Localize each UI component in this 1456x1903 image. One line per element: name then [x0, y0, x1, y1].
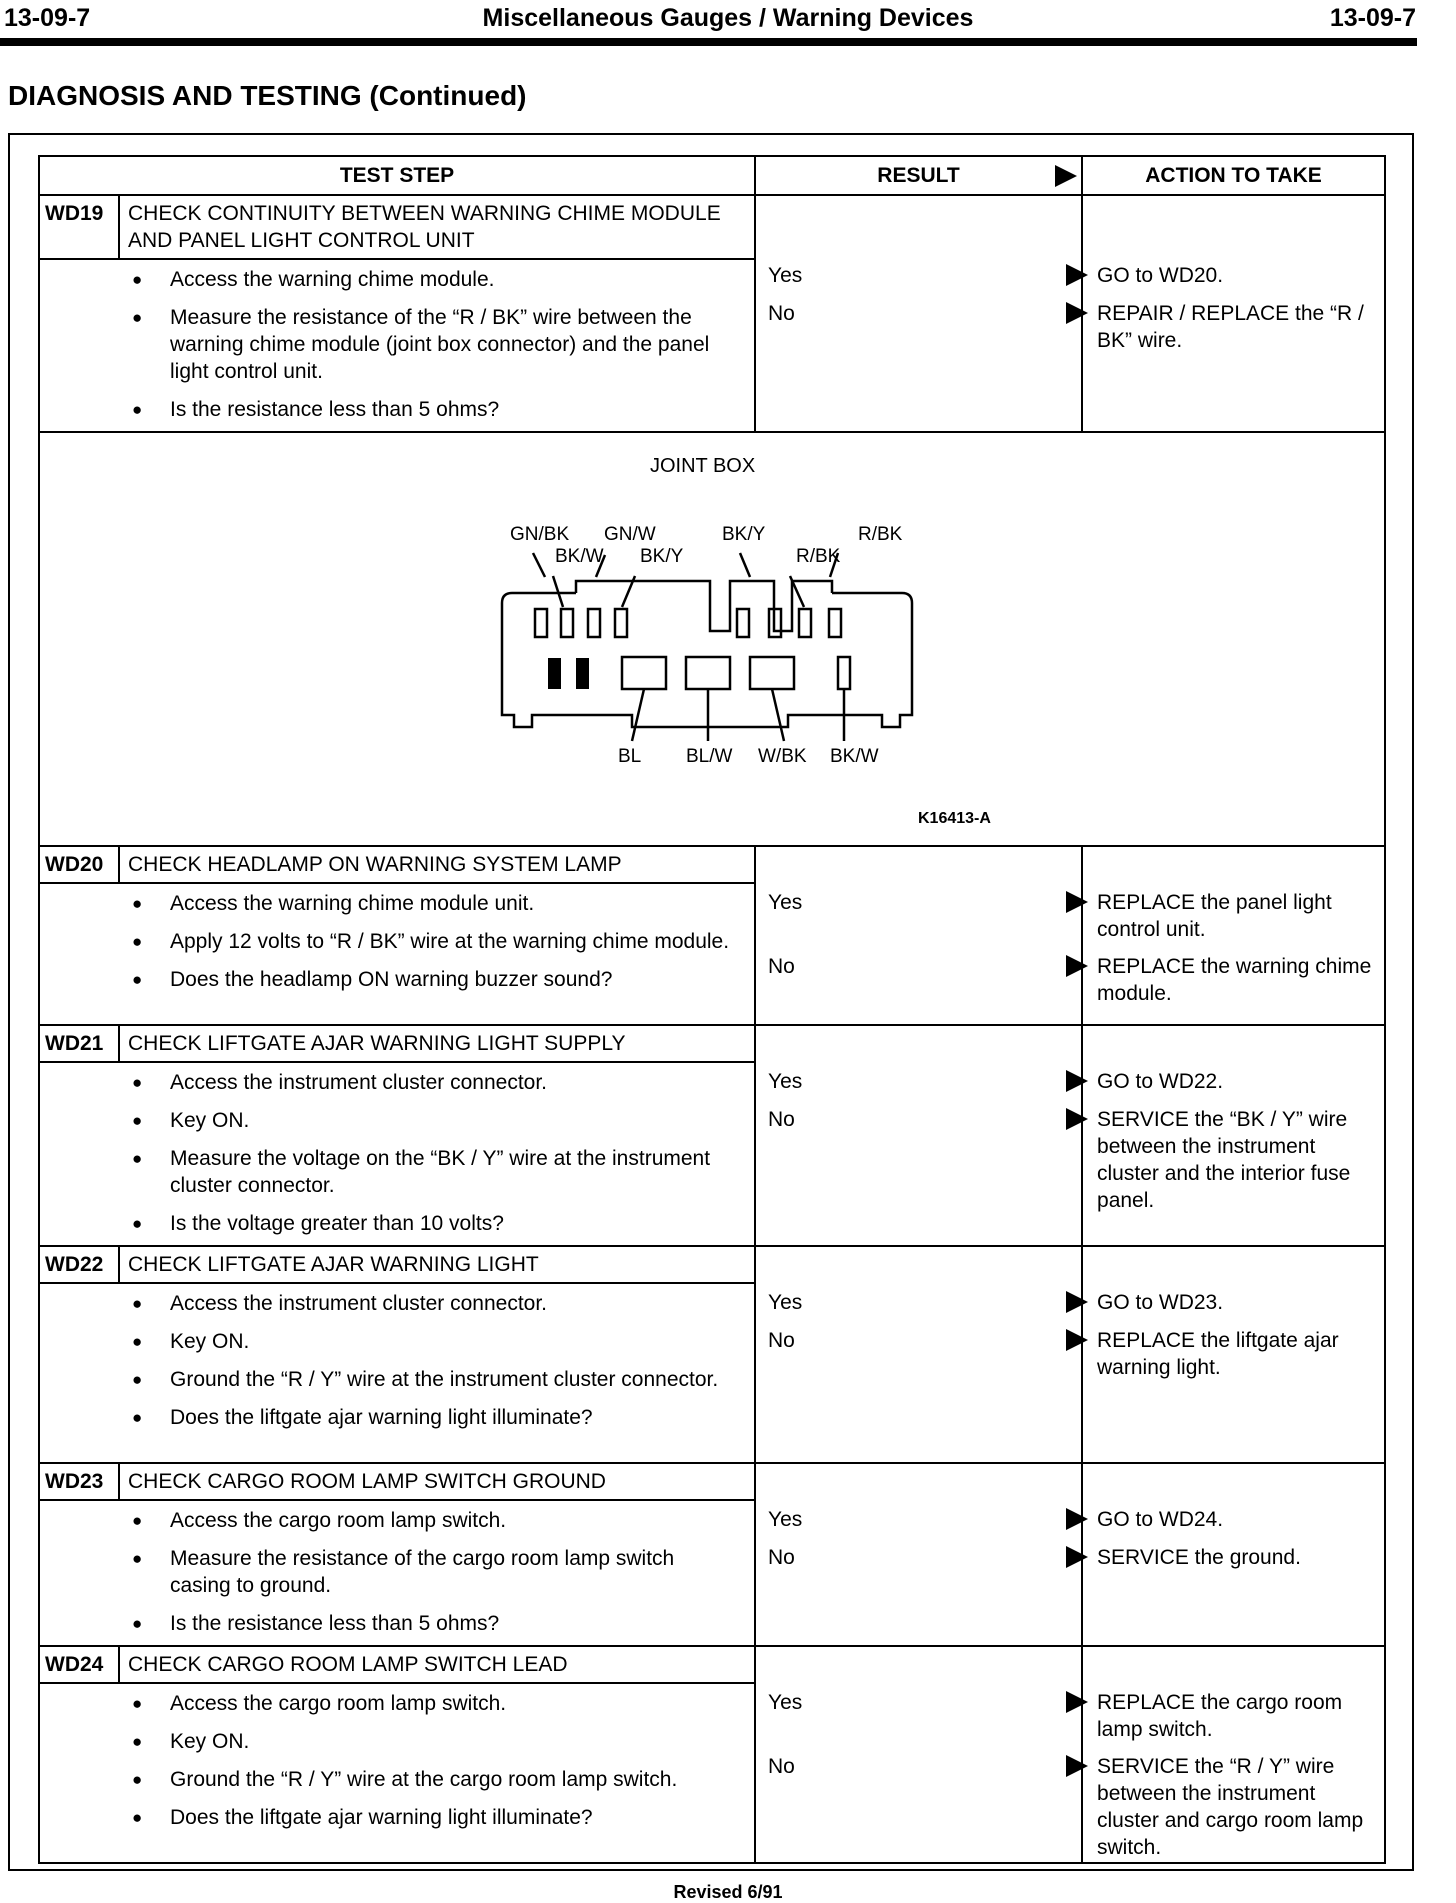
result-label: No: [768, 1546, 795, 1569]
action-cell: [1082, 1025, 1385, 1246]
figure-code: K16413-A: [918, 810, 991, 827]
action-cell: [1082, 846, 1385, 1025]
joint-box-diagram: [39, 432, 1385, 846]
step-procedure: [39, 1683, 755, 1863]
bullet-item: ● Key ON.: [40, 1328, 754, 1355]
action-no: REPAIR / REPLACE the “R / BK” wire.: [1097, 302, 1364, 352]
result-label: Yes: [768, 1291, 803, 1314]
bullet-item: ● Is the resistance less than 5 ohms?: [40, 396, 754, 423]
wire-label: W/BK: [758, 746, 807, 767]
wire-label: BK/Y: [722, 524, 766, 545]
bullet-item: ● Access the warning chime module.: [40, 266, 754, 293]
result-no: [768, 1327, 795, 1354]
action-cell: [1082, 1463, 1385, 1646]
action-no: REPLACE the liftgate ajar warning light.: [1097, 1329, 1339, 1379]
result-label: Yes: [768, 1691, 803, 1714]
result-yes: [768, 1506, 802, 1533]
diagnosis-table: [38, 155, 1386, 1864]
step-id: WD22: [39, 1246, 119, 1283]
bullet-item: ● Is the resistance less than 5 ohms?: [40, 1610, 754, 1637]
step-title: CHECK CARGO ROOM LAMP SWITCH GROUND: [119, 1463, 755, 1500]
bullet-item: ● Is the voltage greater than 10 volts?: [40, 1210, 754, 1237]
wire-label: BL/W: [686, 746, 733, 767]
step-procedure: [39, 1283, 755, 1463]
connector-drawing: [40, 433, 1386, 845]
step-procedure: [39, 1062, 755, 1246]
table-row: [39, 1463, 1385, 1500]
step-id: WD20: [39, 846, 119, 883]
action-yes: REPLACE the panel light control unit.: [1097, 891, 1332, 941]
step-procedure: [39, 883, 755, 1025]
page-number-right: 13-09-7: [1329, 4, 1416, 32]
page-header: [0, 0, 1456, 44]
wire-label: BK/W: [830, 746, 879, 767]
bullet-item: ● Ground the “R / Y” wire at the instrument cluster connector.: [40, 1366, 754, 1393]
wire-label: BL: [618, 746, 642, 767]
bullet-item: ● Measure the resistance of the “R / BK” wire between the warning chime module (joint box connector) and the panel light control unit.: [40, 304, 754, 385]
wire-label: BK/Y: [640, 546, 684, 567]
col-result-label: RESULT: [877, 164, 960, 187]
action-yes: GO to WD23.: [1097, 1291, 1224, 1314]
result-yes: [768, 262, 802, 289]
result-label: No: [768, 1329, 795, 1352]
wire-label: GN/BK: [510, 524, 570, 545]
section-title: DIAGNOSIS AND TESTING (Continued): [8, 80, 527, 111]
col-result: [755, 156, 1082, 195]
result-label: Yes: [768, 264, 803, 287]
bullet-item: ● Key ON.: [40, 1107, 754, 1134]
step-title: CHECK CARGO ROOM LAMP SWITCH LEAD: [119, 1646, 755, 1683]
action-cell: [1082, 195, 1385, 432]
bullet-item: ● Does the liftgate ajar warning light illuminate?: [40, 1804, 754, 1831]
action-yes: REPLACE the cargo room lamp switch.: [1097, 1691, 1343, 1741]
bullet-item: ● Measure the resistance of the cargo room lamp switch casing to ground.: [40, 1545, 754, 1599]
step-id: WD24: [39, 1646, 119, 1683]
step-title: CHECK HEADLAMP ON WARNING SYSTEM LAMP: [119, 846, 755, 883]
arrow-icon: [1055, 165, 1077, 187]
bullet-item: ● Access the cargo room lamp switch.: [40, 1690, 754, 1717]
wire-label: BK/W: [555, 546, 604, 567]
result-yes: [768, 1068, 802, 1095]
wire-label: GN/W: [604, 524, 656, 545]
result-no: [768, 300, 795, 327]
table-row: [39, 1025, 1385, 1062]
step-procedure: [39, 1500, 755, 1646]
result-label: No: [768, 955, 795, 978]
action-no: REPLACE the warning chime module.: [1097, 955, 1372, 1005]
result-yes: [768, 1689, 802, 1716]
result-label: No: [768, 1755, 795, 1778]
table-header-row: [39, 156, 1385, 195]
action-no: SERVICE the ground.: [1097, 1546, 1301, 1569]
col-action: ACTION TO TAKE: [1082, 156, 1385, 195]
action-yes: GO to WD22.: [1097, 1070, 1224, 1093]
result-no: [768, 1106, 795, 1133]
table-row: [39, 846, 1385, 883]
result-no: [768, 1753, 795, 1780]
page-number-left: 13-09-7: [4, 4, 91, 32]
step-procedure: [39, 259, 755, 432]
bullet-item: ● Access the instrument cluster connector.: [40, 1290, 754, 1317]
result-label: Yes: [768, 1070, 803, 1093]
result-label: Yes: [768, 891, 803, 914]
result-no: [768, 1544, 795, 1571]
result-cell: [755, 195, 1082, 432]
action-no: SERVICE the “BK / Y” wire between the instrument cluster and the interior fuse panel.: [1097, 1108, 1351, 1212]
wire-label: R/BK: [796, 546, 841, 567]
bullet-item: ● Does the headlamp ON warning buzzer sound?: [40, 966, 754, 993]
table-row: [39, 195, 1385, 259]
bullet-item: ● Ground the “R / Y” wire at the cargo room lamp switch.: [40, 1766, 754, 1793]
result-cell: [755, 1463, 1082, 1646]
bullet-item: ● Key ON.: [40, 1728, 754, 1755]
header-rule: [0, 38, 1417, 46]
action-cell: [1082, 1246, 1385, 1463]
action-cell: [1082, 1646, 1385, 1863]
bullet-item: ● Access the warning chime module unit.: [40, 890, 754, 917]
result-cell: [755, 1025, 1082, 1246]
diagram-title: JOINT BOX: [650, 455, 756, 477]
result-cell: [755, 846, 1082, 1025]
step-id: WD23: [39, 1463, 119, 1500]
result-no: [768, 953, 795, 980]
diagram-row: [39, 432, 1385, 846]
bullet-item: ● Access the instrument cluster connector.: [40, 1069, 754, 1096]
step-id: WD21: [39, 1025, 119, 1062]
bullet-item: ● Apply 12 volts to “R / BK” wire at the warning chime module.: [40, 928, 754, 955]
action-yes: GO to WD20.: [1097, 264, 1224, 287]
step-title: CHECK LIFTGATE AJAR WARNING LIGHT: [119, 1246, 755, 1283]
result-cell: [755, 1646, 1082, 1863]
table-row: [39, 1646, 1385, 1683]
action-no: SERVICE the “R / Y” wire between the instrument cluster and cargo room lamp switch.: [1097, 1755, 1364, 1859]
header-title: Miscellaneous Gauges / Warning Devices: [482, 4, 974, 32]
step-id: WD19: [39, 195, 119, 259]
bullet-item: ● Does the liftgate ajar warning light illuminate?: [40, 1404, 754, 1431]
result-cell: [755, 1246, 1082, 1463]
step-title: CHECK LIFTGATE AJAR WARNING LIGHT SUPPLY: [119, 1025, 755, 1062]
table-row: [39, 1246, 1385, 1283]
result-yes: [768, 1289, 802, 1316]
action-yes: GO to WD24.: [1097, 1508, 1224, 1531]
result-label: No: [768, 302, 795, 325]
result-label: Yes: [768, 1508, 803, 1531]
wire-label: R/BK: [858, 524, 903, 545]
step-title: CHECK CONTINUITY BETWEEN WARNING CHIME MODULE AND PANEL LIGHT CONTROL UNIT: [119, 195, 755, 259]
bullet-item: ● Access the cargo room lamp switch.: [40, 1507, 754, 1534]
revision-note: Revised 6/91: [673, 1882, 783, 1902]
result-yes: [768, 889, 802, 916]
col-test-step: TEST STEP: [39, 156, 755, 195]
bullet-item: ● Measure the voltage on the “BK / Y” wire at the instrument cluster connector.: [40, 1145, 754, 1199]
result-label: No: [768, 1108, 795, 1131]
